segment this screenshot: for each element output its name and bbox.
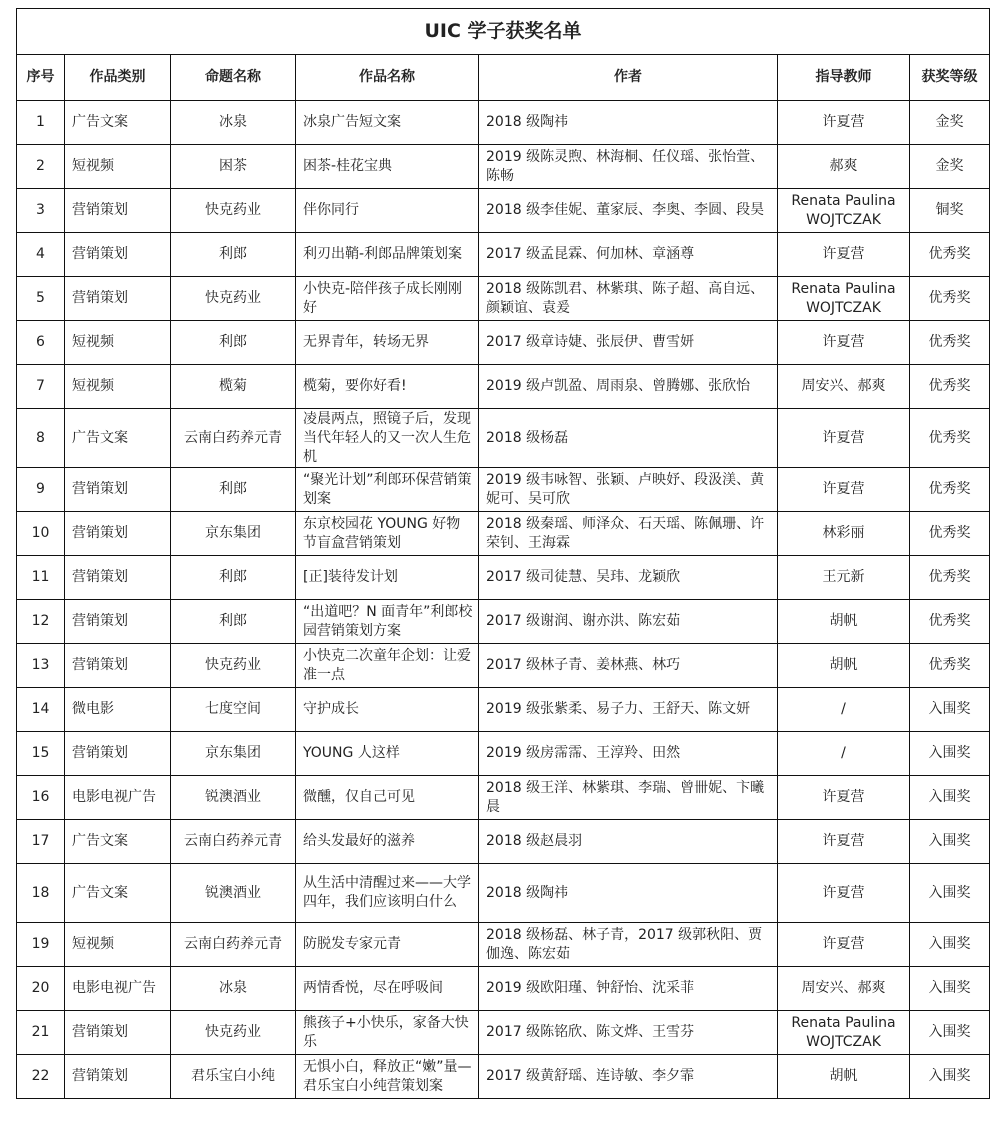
- authors-cell: 2019 级张紫柔、易子力、王舒天、陈文妍: [479, 688, 778, 732]
- authors-cell: 2017 级谢润、谢亦洪、陈宏茹: [479, 600, 778, 644]
- category-cell: 电影电视广告: [65, 776, 171, 820]
- category-cell: 短视频: [65, 365, 171, 409]
- award-cell: 优秀奖: [910, 409, 990, 468]
- award-cell: 优秀奖: [910, 233, 990, 277]
- category-cell: 广告文案: [65, 101, 171, 145]
- teacher-cell: Renata Paulina WOJTCZAK: [778, 189, 910, 233]
- table-row: [17, 776, 990, 820]
- authors-cell: 2018 级陶祎: [479, 864, 778, 923]
- award-cell: 入围奖: [910, 923, 990, 967]
- award-cell: 入围奖: [910, 1055, 990, 1099]
- category-cell: 营销策划: [65, 732, 171, 776]
- authors-cell: 2018 级杨磊: [479, 409, 778, 468]
- work-title-cell: 冰泉广告短文案: [296, 101, 479, 145]
- work-title-cell: 榄菊，要你好看!: [296, 365, 479, 409]
- brand-cell: 七度空间: [171, 688, 296, 732]
- brand-cell: 锐澳酒业: [171, 864, 296, 923]
- teacher-cell: 许夏营: [778, 409, 910, 468]
- work-title-cell: “聚光计划”利郎环保营销策划案: [296, 468, 479, 512]
- teacher-cell: 许夏营: [778, 321, 910, 365]
- row-number: 20: [17, 967, 65, 1011]
- authors-cell: 2018 级李佳妮、董家辰、李奥、李圆、段昊: [479, 189, 778, 233]
- brand-cell: 利郎: [171, 321, 296, 365]
- header-brand: 命题名称: [171, 55, 296, 101]
- teacher-cell: 周安兴、郝爽: [778, 967, 910, 1011]
- award-table: [16, 8, 990, 1099]
- work-title-cell: 防脱发专家元青: [296, 923, 479, 967]
- row-number: 7: [17, 365, 65, 409]
- brand-cell: 锐澳酒业: [171, 776, 296, 820]
- table-row: [17, 556, 990, 600]
- work-title-cell: 守护成长: [296, 688, 479, 732]
- table-row: [17, 967, 990, 1011]
- category-cell: 广告文案: [65, 820, 171, 864]
- work-title-cell: 从生活中清醒过来——大学四年，我们应该明白什么: [296, 864, 479, 923]
- category-cell: 短视频: [65, 321, 171, 365]
- authors-cell: 2017 级陈铭欣、陈文烨、王雪芬: [479, 1011, 778, 1055]
- row-number: 5: [17, 277, 65, 321]
- brand-cell: 云南白药养元青: [171, 409, 296, 468]
- row-number: 22: [17, 1055, 65, 1099]
- award-cell: 优秀奖: [910, 556, 990, 600]
- table-row: [17, 732, 990, 776]
- row-number: 2: [17, 145, 65, 189]
- award-cell: 铜奖: [910, 189, 990, 233]
- teacher-cell: 许夏营: [778, 864, 910, 923]
- table-row: [17, 277, 990, 321]
- table-row: [17, 600, 990, 644]
- category-cell: 营销策划: [65, 189, 171, 233]
- category-cell: 电影电视广告: [65, 967, 171, 1011]
- brand-cell: 君乐宝白小纯: [171, 1055, 296, 1099]
- table-row: [17, 923, 990, 967]
- table-row: [17, 468, 990, 512]
- teacher-cell: 许夏营: [778, 820, 910, 864]
- authors-cell: 2018 级陈凯君、林紫琪、陈子超、高自远、颜颖谊、袁爰: [479, 277, 778, 321]
- award-cell: 入围奖: [910, 967, 990, 1011]
- category-cell: 营销策划: [65, 468, 171, 512]
- teacher-cell: 林彩丽: [778, 512, 910, 556]
- row-number: 15: [17, 732, 65, 776]
- category-cell: 营销策划: [65, 1011, 171, 1055]
- authors-cell: 2019 级卢凯盈、周雨泉、曾腾娜、张欣怡: [479, 365, 778, 409]
- row-number: 10: [17, 512, 65, 556]
- authors-cell: 2019 级欧阳瑾、钟舒怡、沈采菲: [479, 967, 778, 1011]
- header-authors: 作者: [479, 55, 778, 101]
- brand-cell: 利郎: [171, 556, 296, 600]
- award-cell: 金奖: [910, 145, 990, 189]
- category-cell: 广告文案: [65, 409, 171, 468]
- authors-cell: 2017 级孟昆霖、何加林、章涵尊: [479, 233, 778, 277]
- category-cell: 短视频: [65, 923, 171, 967]
- row-number: 17: [17, 820, 65, 864]
- authors-cell: 2018 级陶祎: [479, 101, 778, 145]
- award-cell: 优秀奖: [910, 644, 990, 688]
- header-no: 序号: [17, 55, 65, 101]
- table-row: [17, 233, 990, 277]
- teacher-cell: 许夏营: [778, 923, 910, 967]
- work-title-cell: 伴你同行: [296, 189, 479, 233]
- header-row: [17, 55, 990, 101]
- row-number: 12: [17, 600, 65, 644]
- teacher-cell: 周安兴、郝爽: [778, 365, 910, 409]
- table-row: [17, 365, 990, 409]
- work-title-cell: 无惧小白，释放正“嫩”量—君乐宝白小纯营策划案: [296, 1055, 479, 1099]
- teacher-cell: /: [778, 732, 910, 776]
- teacher-cell: 许夏营: [778, 468, 910, 512]
- table-row: [17, 1055, 990, 1099]
- brand-cell: 云南白药养元青: [171, 820, 296, 864]
- work-title-cell: 小快克二次童年企划：让爱准一点: [296, 644, 479, 688]
- authors-cell: 2017 级章诗婕、张辰伊、曹雪妍: [479, 321, 778, 365]
- table-row: [17, 189, 990, 233]
- award-cell: 金奖: [910, 101, 990, 145]
- brand-cell: 快克药业: [171, 644, 296, 688]
- teacher-cell: 胡帆: [778, 644, 910, 688]
- work-title-cell: 熊孩子+小快乐，家备大快乐: [296, 1011, 479, 1055]
- header-teacher: 指导教师: [778, 55, 910, 101]
- header-work: 作品名称: [296, 55, 479, 101]
- category-cell: 营销策划: [65, 644, 171, 688]
- award-cell: 入围奖: [910, 776, 990, 820]
- teacher-cell: 胡帆: [778, 1055, 910, 1099]
- work-title-cell: 困茶-桂花宝典: [296, 145, 479, 189]
- category-cell: 微电影: [65, 688, 171, 732]
- teacher-cell: 王元新: [778, 556, 910, 600]
- authors-cell: 2017 级黄舒瑶、连诗敏、李夕霏: [479, 1055, 778, 1099]
- award-cell: 优秀奖: [910, 321, 990, 365]
- award-cell: 入围奖: [910, 732, 990, 776]
- table-row: [17, 145, 990, 189]
- row-number: 13: [17, 644, 65, 688]
- row-number: 1: [17, 101, 65, 145]
- award-cell: 优秀奖: [910, 468, 990, 512]
- work-title-cell: 微醺，仅自己可见: [296, 776, 479, 820]
- brand-cell: 利郎: [171, 600, 296, 644]
- brand-cell: 快克药业: [171, 277, 296, 321]
- brand-cell: 冰泉: [171, 101, 296, 145]
- teacher-cell: 郝爽: [778, 145, 910, 189]
- award-cell: 入围奖: [910, 864, 990, 923]
- table-title: UIC 学子获奖名单: [17, 9, 990, 55]
- category-cell: 营销策划: [65, 1055, 171, 1099]
- category-cell: 广告文案: [65, 864, 171, 923]
- row-number: 9: [17, 468, 65, 512]
- work-title-cell: 两情香悦，尽在呼吸间: [296, 967, 479, 1011]
- category-cell: 营销策划: [65, 600, 171, 644]
- table-row: [17, 321, 990, 365]
- authors-cell: 2017 级司徒慧、吴玮、龙颖欣: [479, 556, 778, 600]
- brand-cell: 利郎: [171, 468, 296, 512]
- category-cell: 营销策划: [65, 233, 171, 277]
- award-cell: 入围奖: [910, 688, 990, 732]
- award-cell: 优秀奖: [910, 277, 990, 321]
- table-row: [17, 644, 990, 688]
- table-body: [17, 101, 990, 1099]
- brand-cell: 利郎: [171, 233, 296, 277]
- work-title-cell: 凌晨两点，照镜子后，发现当代年轻人的又一次人生危机: [296, 409, 479, 468]
- award-cell: 优秀奖: [910, 600, 990, 644]
- row-number: 4: [17, 233, 65, 277]
- authors-cell: 2018 级杨磊、林子青，2017 级郭秋阳、贾伽逸、陈宏茹: [479, 923, 778, 967]
- award-list-document: [16, 8, 989, 1099]
- row-number: 11: [17, 556, 65, 600]
- authors-cell: 2018 级秦瑶、师泽众、石天瑶、陈佩珊、许荣钊、王海霖: [479, 512, 778, 556]
- header-category: 作品类别: [65, 55, 171, 101]
- brand-cell: 快克药业: [171, 189, 296, 233]
- brand-cell: 冰泉: [171, 967, 296, 1011]
- table-row: [17, 688, 990, 732]
- header-award: 获奖等级: [910, 55, 990, 101]
- work-title-cell: 利刃出鞘-利郎品牌策划案: [296, 233, 479, 277]
- teacher-cell: 许夏营: [778, 776, 910, 820]
- award-cell: 优秀奖: [910, 365, 990, 409]
- table-row: [17, 864, 990, 923]
- teacher-cell: Renata Paulina WOJTCZAK: [778, 277, 910, 321]
- award-cell: 优秀奖: [910, 512, 990, 556]
- brand-cell: 京东集团: [171, 732, 296, 776]
- row-number: 21: [17, 1011, 65, 1055]
- category-cell: 营销策划: [65, 556, 171, 600]
- brand-cell: 京东集团: [171, 512, 296, 556]
- category-cell: 营销策划: [65, 277, 171, 321]
- authors-cell: 2019 级陈灵煦、林海桐、任仪瑶、张怡萱、陈畅: [479, 145, 778, 189]
- work-title-cell: 给头发最好的滋养: [296, 820, 479, 864]
- teacher-cell: 许夏营: [778, 233, 910, 277]
- row-number: 6: [17, 321, 65, 365]
- table-row: [17, 1011, 990, 1055]
- table-row: [17, 820, 990, 864]
- row-number: 18: [17, 864, 65, 923]
- row-number: 19: [17, 923, 65, 967]
- work-title-cell: 无界青年，转场无界: [296, 321, 479, 365]
- work-title-cell: 东京校园花 YOUNG 好物节盲盒营销策划: [296, 512, 479, 556]
- row-number: 14: [17, 688, 65, 732]
- table-row: [17, 409, 990, 468]
- authors-cell: 2017 级林子青、姜林燕、林巧: [479, 644, 778, 688]
- work-title-cell: YOUNG 人这样: [296, 732, 479, 776]
- work-title-cell: [正]装待发计划: [296, 556, 479, 600]
- category-cell: 营销策划: [65, 512, 171, 556]
- teacher-cell: /: [778, 688, 910, 732]
- authors-cell: 2019 级房霈霈、王淳羚、田然: [479, 732, 778, 776]
- authors-cell: 2018 级赵晨羽: [479, 820, 778, 864]
- teacher-cell: Renata Paulina WOJTCZAK: [778, 1011, 910, 1055]
- authors-cell: 2018 级王洋、林紫琪、李瑞、曾卌妮、卞曦晨: [479, 776, 778, 820]
- row-number: 16: [17, 776, 65, 820]
- brand-cell: 快克药业: [171, 1011, 296, 1055]
- teacher-cell: 许夏营: [778, 101, 910, 145]
- teacher-cell: 胡帆: [778, 600, 910, 644]
- table-row: [17, 101, 990, 145]
- row-number: 3: [17, 189, 65, 233]
- category-cell: 短视频: [65, 145, 171, 189]
- brand-cell: 困茶: [171, 145, 296, 189]
- work-title-cell: “出道吧？N 面青年”利郎校园营销策划方案: [296, 600, 479, 644]
- award-cell: 入围奖: [910, 1011, 990, 1055]
- authors-cell: 2019 级韦咏智、张颖、卢映妤、段汲渼、黄妮可、吴可欣: [479, 468, 778, 512]
- table-row: [17, 512, 990, 556]
- row-number: 8: [17, 409, 65, 468]
- work-title-cell: 小快克-陪伴孩子成长刚刚好: [296, 277, 479, 321]
- brand-cell: 榄菊: [171, 365, 296, 409]
- brand-cell: 云南白药养元青: [171, 923, 296, 967]
- award-cell: 入围奖: [910, 820, 990, 864]
